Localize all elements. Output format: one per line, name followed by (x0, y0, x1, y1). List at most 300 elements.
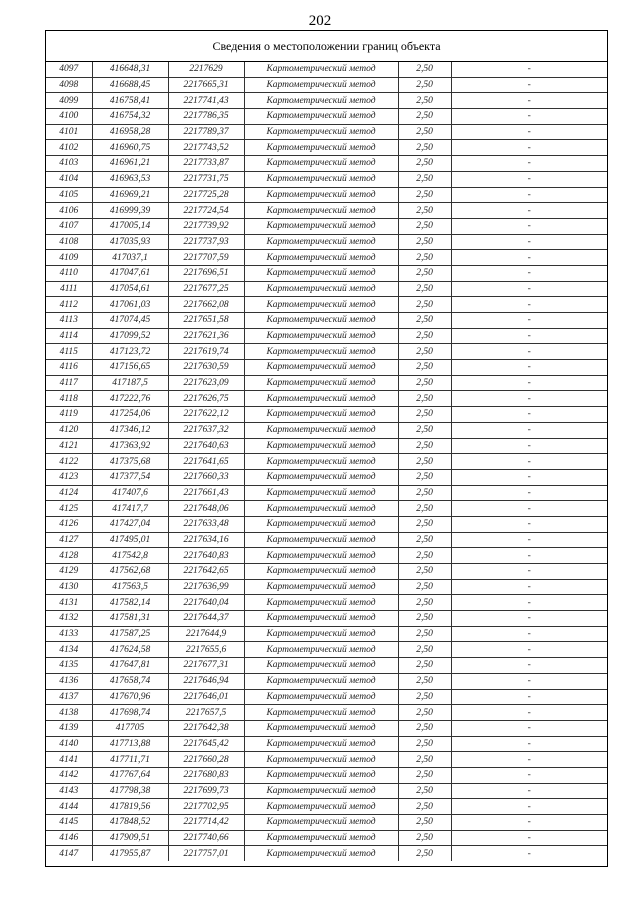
point-number-cell: 4115 (46, 344, 92, 360)
accuracy-cell: 2,50 (398, 218, 451, 234)
table-row (46, 799, 607, 815)
x-coordinate-cell: 416958,28 (92, 124, 168, 140)
description-cell: - (451, 658, 607, 674)
method-cell: Картометрический метод (244, 752, 398, 768)
table-row (46, 62, 607, 77)
table-row (46, 234, 607, 250)
y-coordinate-cell: 2217677,25 (168, 281, 244, 297)
x-coordinate-cell: 417711,71 (92, 752, 168, 768)
table-row (46, 77, 607, 93)
x-coordinate-cell: 416961,21 (92, 156, 168, 172)
table-row (46, 187, 607, 203)
description-cell: - (451, 218, 607, 234)
point-number-cell: 4147 (46, 846, 92, 861)
x-coordinate-cell: 417705 (92, 720, 168, 736)
x-coordinate-cell: 417222,76 (92, 391, 168, 407)
table-row (46, 815, 607, 831)
y-coordinate-cell: 2217645,42 (168, 736, 244, 752)
x-coordinate-cell: 417099,52 (92, 328, 168, 344)
y-coordinate-cell: 2217637,32 (168, 422, 244, 438)
accuracy-cell: 2,50 (398, 187, 451, 203)
boundary-table-frame (45, 30, 608, 867)
method-cell: Картометрический метод (244, 469, 398, 485)
accuracy-cell: 2,50 (398, 281, 451, 297)
method-cell: Картометрический метод (244, 93, 398, 109)
description-cell: - (451, 140, 607, 156)
x-coordinate-cell: 417363,92 (92, 438, 168, 454)
method-cell: Картометрический метод (244, 156, 398, 172)
point-number-cell: 4098 (46, 77, 92, 93)
description-cell: - (451, 407, 607, 423)
point-number-cell: 4114 (46, 328, 92, 344)
method-cell: Картометрический метод (244, 532, 398, 548)
table-row (46, 328, 607, 344)
description-cell: - (451, 109, 607, 125)
point-number-cell: 4107 (46, 218, 92, 234)
point-number-cell: 4109 (46, 250, 92, 266)
accuracy-cell: 2,50 (398, 799, 451, 815)
y-coordinate-cell: 2217644,9 (168, 626, 244, 642)
description-cell: - (451, 62, 607, 77)
point-number-cell: 4118 (46, 391, 92, 407)
table-row (46, 93, 607, 109)
accuracy-cell: 2,50 (398, 516, 451, 532)
x-coordinate-cell: 417563,5 (92, 579, 168, 595)
description-cell: - (451, 595, 607, 611)
accuracy-cell: 2,50 (398, 124, 451, 140)
y-coordinate-cell: 2217677,31 (168, 658, 244, 674)
x-coordinate-cell: 416648,31 (92, 62, 168, 77)
accuracy-cell: 2,50 (398, 611, 451, 627)
y-coordinate-cell: 2217642,38 (168, 720, 244, 736)
x-coordinate-cell: 417955,87 (92, 846, 168, 861)
x-coordinate-cell: 417767,64 (92, 767, 168, 783)
y-coordinate-cell: 2217633,48 (168, 516, 244, 532)
x-coordinate-cell: 417047,61 (92, 265, 168, 281)
method-cell: Картометрический метод (244, 501, 398, 517)
table-row (46, 579, 607, 595)
point-number-cell: 4126 (46, 516, 92, 532)
table-row (46, 297, 607, 313)
description-cell: - (451, 548, 607, 564)
table-row (46, 611, 607, 627)
point-number-cell: 4110 (46, 265, 92, 281)
y-coordinate-cell: 2217622,12 (168, 407, 244, 423)
x-coordinate-cell: 417005,14 (92, 218, 168, 234)
accuracy-cell: 2,50 (398, 171, 451, 187)
accuracy-cell: 2,50 (398, 815, 451, 831)
method-cell: Картометрический метод (244, 124, 398, 140)
point-number-cell: 4103 (46, 156, 92, 172)
y-coordinate-cell: 2217786,35 (168, 109, 244, 125)
method-cell: Картометрический метод (244, 438, 398, 454)
description-cell: - (451, 626, 607, 642)
point-number-cell: 4106 (46, 203, 92, 219)
accuracy-cell: 2,50 (398, 328, 451, 344)
table-row (46, 438, 607, 454)
table-row (46, 360, 607, 376)
table-row (46, 344, 607, 360)
y-coordinate-cell: 2217655,6 (168, 642, 244, 658)
method-cell: Картометрический метод (244, 830, 398, 846)
point-number-cell: 4112 (46, 297, 92, 313)
method-cell: Картометрический метод (244, 642, 398, 658)
table-row (46, 140, 607, 156)
accuracy-cell: 2,50 (398, 62, 451, 77)
description-cell: - (451, 564, 607, 580)
point-number-cell: 4130 (46, 579, 92, 595)
description-cell: - (451, 532, 607, 548)
point-number-cell: 4142 (46, 767, 92, 783)
point-number-cell: 4140 (46, 736, 92, 752)
x-coordinate-cell: 417187,5 (92, 375, 168, 391)
x-coordinate-cell: 417156,65 (92, 360, 168, 376)
y-coordinate-cell: 2217680,83 (168, 767, 244, 783)
point-number-cell: 4123 (46, 469, 92, 485)
description-cell: - (451, 720, 607, 736)
method-cell: Картометрический метод (244, 815, 398, 831)
table-row (46, 422, 607, 438)
table-row (46, 203, 607, 219)
accuracy-cell: 2,50 (398, 658, 451, 674)
x-coordinate-cell: 417587,25 (92, 626, 168, 642)
description-cell: - (451, 171, 607, 187)
method-cell: Картометрический метод (244, 720, 398, 736)
x-coordinate-cell: 416688,45 (92, 77, 168, 93)
point-number-cell: 4124 (46, 485, 92, 501)
accuracy-cell: 2,50 (398, 422, 451, 438)
accuracy-cell: 2,50 (398, 752, 451, 768)
accuracy-cell: 2,50 (398, 846, 451, 861)
x-coordinate-cell: 417562,68 (92, 564, 168, 580)
y-coordinate-cell: 2217651,58 (168, 313, 244, 329)
description-cell: - (527, 848, 531, 859)
method-cell: Картометрический метод (244, 375, 398, 391)
description-cell: - (451, 752, 607, 768)
y-coordinate-cell: 2217621,36 (168, 328, 244, 344)
point-number-cell: 4144 (46, 799, 92, 815)
method-cell: Картометрический метод (244, 62, 398, 77)
x-coordinate-cell: 416754,32 (92, 109, 168, 125)
table-row (46, 736, 607, 752)
table-row (46, 407, 607, 423)
description-cell: - (451, 689, 607, 705)
y-coordinate-cell: 2217619,74 (168, 344, 244, 360)
y-coordinate-cell: 2217660,28 (168, 752, 244, 768)
table-title: Сведения о местоположении границ объекта (46, 31, 607, 62)
y-coordinate-cell: 2217665,31 (168, 77, 244, 93)
description-cell: - (451, 313, 607, 329)
table-row (46, 658, 607, 674)
description-cell: - (451, 360, 607, 376)
table-row (46, 218, 607, 234)
point-number-cell: 4133 (46, 626, 92, 642)
x-coordinate-cell: 416963,53 (92, 171, 168, 187)
table-row (46, 783, 607, 799)
method-cell: Картометрический метод (244, 203, 398, 219)
x-coordinate-cell: 417798,38 (92, 783, 168, 799)
y-coordinate-cell: 2217662,08 (168, 297, 244, 313)
description-cell: - (451, 516, 607, 532)
description-cell: - (451, 579, 607, 595)
x-coordinate-cell: 417647,81 (92, 658, 168, 674)
accuracy-cell: 2,50 (398, 438, 451, 454)
accuracy-cell: 2,50 (398, 767, 451, 783)
method-cell: Картометрический метод (244, 360, 398, 376)
y-coordinate-cell: 2217646,01 (168, 689, 244, 705)
description-cell: - (451, 783, 607, 799)
table-row (46, 846, 607, 861)
point-number-cell: 4097 (46, 62, 92, 77)
description-cell: - (451, 77, 607, 93)
method-cell: Картометрический метод (244, 234, 398, 250)
y-coordinate-cell: 2217636,99 (168, 579, 244, 595)
description-cell: - (451, 124, 607, 140)
description-cell: - (451, 156, 607, 172)
point-number-cell: 4119 (46, 407, 92, 423)
x-coordinate-cell: 416999,39 (92, 203, 168, 219)
method-cell: Картометрический метод (244, 767, 398, 783)
x-coordinate-cell: 416969,21 (92, 187, 168, 203)
method-cell: Картометрический метод (244, 846, 398, 861)
table-row (46, 124, 607, 140)
method-cell: Картометрический метод (244, 595, 398, 611)
method-cell: Картометрический метод (244, 265, 398, 281)
accuracy-cell: 2,50 (398, 469, 451, 485)
table-row (46, 313, 607, 329)
method-cell: Картометрический метод (244, 611, 398, 627)
point-number-cell: 4129 (46, 564, 92, 580)
description-cell: - (451, 454, 607, 470)
y-coordinate-cell: 2217789,37 (168, 124, 244, 140)
method-cell: Картометрический метод (244, 689, 398, 705)
description-cell: - (451, 469, 607, 485)
y-coordinate-cell: 2217661,43 (168, 485, 244, 501)
point-number-cell: 4138 (46, 705, 92, 721)
table-row (46, 171, 607, 187)
point-number-cell: 4127 (46, 532, 92, 548)
accuracy-cell: 2,50 (398, 407, 451, 423)
table-row (46, 532, 607, 548)
table-row (46, 156, 607, 172)
accuracy-cell: 2,50 (398, 720, 451, 736)
table-row (46, 752, 607, 768)
y-coordinate-cell: 2217630,59 (168, 360, 244, 376)
description-cell: - (451, 642, 607, 658)
method-cell: Картометрический метод (244, 658, 398, 674)
point-number-cell: 4122 (46, 454, 92, 470)
x-coordinate-cell: 417495,01 (92, 532, 168, 548)
y-coordinate-cell: 2217743,52 (168, 140, 244, 156)
point-number-cell: 4134 (46, 642, 92, 658)
description-cell: - (451, 344, 607, 360)
coordinates-table (46, 62, 607, 861)
point-number-cell: 4108 (46, 234, 92, 250)
method-cell: Картометрический метод (244, 516, 398, 532)
point-number-cell: 4131 (46, 595, 92, 611)
accuracy-cell: 2,50 (398, 313, 451, 329)
x-coordinate-cell: 417054,61 (92, 281, 168, 297)
table-row (46, 626, 607, 642)
method-cell: Картометрический метод (244, 705, 398, 721)
method-cell: Картометрический метод (244, 564, 398, 580)
accuracy-cell: 2,50 (398, 673, 451, 689)
accuracy-cell: 2,50 (398, 454, 451, 470)
point-number-cell: 4104 (46, 171, 92, 187)
y-coordinate-cell: 2217640,83 (168, 548, 244, 564)
description-cell: - (451, 815, 607, 831)
point-number-cell: 4113 (46, 313, 92, 329)
accuracy-cell: 2,50 (398, 830, 451, 846)
description-cell: - (451, 438, 607, 454)
x-coordinate-cell: 417254,06 (92, 407, 168, 423)
y-coordinate-cell: 2217657,5 (168, 705, 244, 721)
point-number-cell: 4141 (46, 752, 92, 768)
point-number-cell: 4102 (46, 140, 92, 156)
point-number-cell: 4121 (46, 438, 92, 454)
table-row (46, 830, 607, 846)
method-cell: Картометрический метод (244, 109, 398, 125)
y-coordinate-cell: 2217640,63 (168, 438, 244, 454)
x-coordinate-cell: 417035,93 (92, 234, 168, 250)
method-cell: Картометрический метод (244, 281, 398, 297)
x-coordinate-cell: 417542,8 (92, 548, 168, 564)
x-coordinate-cell: 417377,54 (92, 469, 168, 485)
x-coordinate-cell: 417909,51 (92, 830, 168, 846)
y-coordinate-cell: 2217740,66 (168, 830, 244, 846)
point-number-cell: 4146 (46, 830, 92, 846)
x-coordinate-cell: 417375,68 (92, 454, 168, 470)
description-cell: - (451, 265, 607, 281)
y-coordinate-cell: 2217648,06 (168, 501, 244, 517)
description-cell: - (451, 281, 607, 297)
table-row (46, 109, 607, 125)
method-cell: Картометрический метод (244, 297, 398, 313)
y-coordinate-cell: 2217757,01 (168, 846, 244, 861)
method-cell: Картометрический метод (244, 313, 398, 329)
description-cell: - (451, 705, 607, 721)
table-row (46, 250, 607, 266)
method-cell: Картометрический метод (244, 673, 398, 689)
accuracy-cell: 2,50 (398, 564, 451, 580)
coordinates-table-body (46, 62, 607, 861)
table-row (46, 454, 607, 470)
point-number-cell: 4117 (46, 375, 92, 391)
accuracy-cell: 2,50 (398, 250, 451, 266)
y-coordinate-cell: 2217640,04 (168, 595, 244, 611)
description-cell: - (451, 187, 607, 203)
method-cell: Картометрический метод (244, 799, 398, 815)
y-coordinate-cell: 2217644,37 (168, 611, 244, 627)
accuracy-cell: 2,50 (398, 156, 451, 172)
description-cell: - (451, 375, 607, 391)
x-coordinate-cell: 416758,41 (92, 93, 168, 109)
accuracy-cell: 2,50 (398, 548, 451, 564)
x-coordinate-cell: 417037,1 (92, 250, 168, 266)
table-row (46, 673, 607, 689)
y-coordinate-cell: 2217739,92 (168, 218, 244, 234)
y-coordinate-cell: 2217731,75 (168, 171, 244, 187)
description-cell: - (451, 422, 607, 438)
y-coordinate-cell: 2217660,33 (168, 469, 244, 485)
method-cell: Картометрический метод (244, 344, 398, 360)
table-row (46, 265, 607, 281)
y-coordinate-cell: 2217702,95 (168, 799, 244, 815)
method-cell: Картометрический метод (244, 187, 398, 203)
point-number-cell: 4143 (46, 783, 92, 799)
accuracy-cell: 2,50 (398, 689, 451, 705)
table-row (46, 564, 607, 580)
x-coordinate-cell: 417427,04 (92, 516, 168, 532)
table-row (46, 642, 607, 658)
method-cell: Картометрический метод (244, 626, 398, 642)
accuracy-cell: 2,50 (398, 736, 451, 752)
y-coordinate-cell: 2217737,93 (168, 234, 244, 250)
accuracy-cell: 2,50 (398, 642, 451, 658)
x-coordinate-cell: 417417,7 (92, 501, 168, 517)
method-cell: Картометрический метод (244, 579, 398, 595)
point-number-cell: 4125 (46, 501, 92, 517)
method-cell: Картометрический метод (244, 391, 398, 407)
accuracy-cell: 2,50 (398, 234, 451, 250)
accuracy-cell: 2,50 (398, 140, 451, 156)
table-row (46, 281, 607, 297)
table-row (46, 375, 607, 391)
point-number-cell: 4105 (46, 187, 92, 203)
y-coordinate-cell: 2217714,42 (168, 815, 244, 831)
y-coordinate-cell: 2217626,75 (168, 391, 244, 407)
method-cell: Картометрический метод (244, 250, 398, 266)
accuracy-cell: 2,50 (398, 501, 451, 517)
point-number-cell: 4132 (46, 611, 92, 627)
accuracy-cell: 2,50 (398, 203, 451, 219)
y-coordinate-cell: 2217724,54 (168, 203, 244, 219)
accuracy-cell: 2,50 (398, 595, 451, 611)
x-coordinate-cell: 417713,88 (92, 736, 168, 752)
description-cell: - (451, 799, 607, 815)
point-number-cell: 4145 (46, 815, 92, 831)
x-coordinate-cell: 417848,52 (92, 815, 168, 831)
accuracy-cell: 2,50 (398, 626, 451, 642)
y-coordinate-cell: 2217725,28 (168, 187, 244, 203)
point-number-cell: 4111 (46, 281, 92, 297)
point-number-cell: 4100 (46, 109, 92, 125)
accuracy-cell: 2,50 (398, 360, 451, 376)
point-number-cell: 4099 (46, 93, 92, 109)
description-cell: - (451, 611, 607, 627)
accuracy-cell: 2,50 (398, 297, 451, 313)
description-cell: - (451, 297, 607, 313)
point-number-cell: 4120 (46, 422, 92, 438)
x-coordinate-cell: 417581,31 (92, 611, 168, 627)
table-row (46, 548, 607, 564)
method-cell: Картометрический метод (244, 328, 398, 344)
description-cell: - (451, 501, 607, 517)
accuracy-cell: 2,50 (398, 93, 451, 109)
accuracy-cell: 2,50 (398, 705, 451, 721)
method-cell: Картометрический метод (244, 783, 398, 799)
point-number-cell: 4101 (46, 124, 92, 140)
description-cell: - (451, 830, 607, 846)
table-row (46, 516, 607, 532)
method-cell: Картометрический метод (244, 407, 398, 423)
y-coordinate-cell: 2217733,87 (168, 156, 244, 172)
y-coordinate-cell: 2217623,09 (168, 375, 244, 391)
x-coordinate-cell: 417123,72 (92, 344, 168, 360)
accuracy-cell: 2,50 (398, 579, 451, 595)
accuracy-cell: 2,50 (398, 485, 451, 501)
y-coordinate-cell: 2217646,94 (168, 673, 244, 689)
